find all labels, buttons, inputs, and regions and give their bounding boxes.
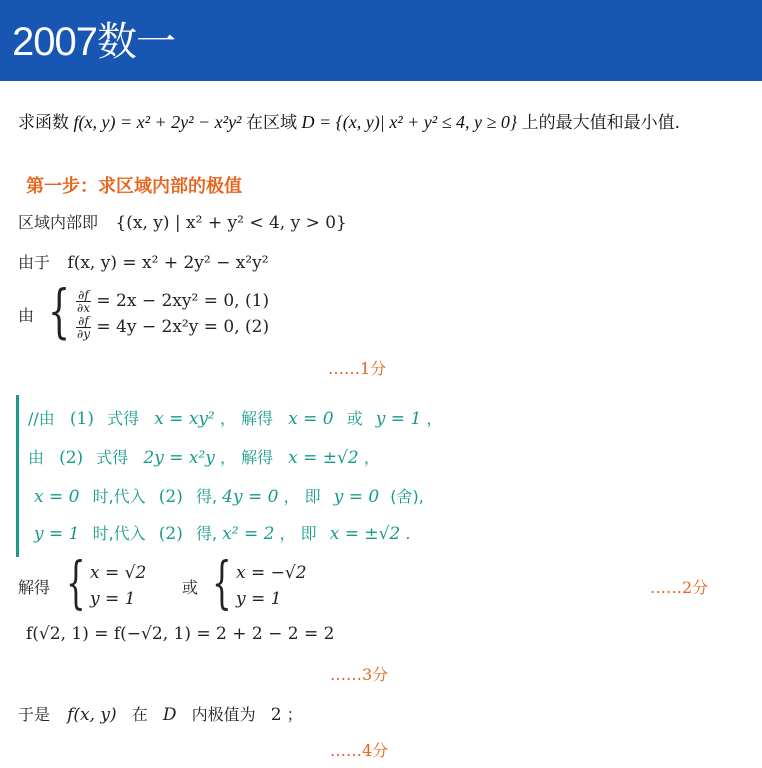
problem-statement	[18, 108, 680, 133]
equation-1	[76, 289, 269, 314]
eq1-rhs: = 2x − 2xy² = 0, (1)	[96, 291, 270, 311]
value-expression: f(√2, 1) = f(−√2, 1) = 2 + 2 − 2 = 2	[26, 624, 335, 644]
problem-mid: 在区域	[245, 113, 297, 133]
problem-domain: D = {(x, y)| x² + y² ≤ 4, y ≥ 0}	[301, 112, 518, 132]
conclusion-line: 于是 f(x, y) 在 D 内极值为 2 ；	[18, 705, 303, 725]
note-line-3: x = 0 时,代入 (2) 得, 4y = 0 ， 即 y = 0 (舍),	[34, 487, 424, 507]
interior-label: 区域内部即	[18, 213, 99, 232]
since-expr: f(x, y) = x² + 2y² − x²y²	[67, 253, 269, 273]
since-label: 由于	[18, 253, 51, 272]
or-label: 或	[182, 578, 199, 597]
solution1-x: x = √2	[90, 563, 147, 583]
interior-set: {(x, y) | x² + y² < 4, y > 0}	[115, 213, 347, 233]
solution1-brace: {	[66, 551, 86, 616]
score-1: ……1分	[328, 359, 387, 378]
since-line	[18, 250, 269, 273]
note-bar	[16, 395, 19, 557]
problem-function: f(x, y) = x² + 2y² − x²y²	[73, 112, 242, 132]
solve-label: 解得	[18, 578, 51, 597]
score-3: ……3分	[330, 665, 389, 684]
solution2-brace: {	[212, 551, 232, 616]
partial-fy: $\frac{\partial f}{\partial y}$	[77, 314, 90, 341]
solution2-x: x = −√2	[236, 563, 307, 583]
problem-suffix: 上的最大值和最小值.	[521, 113, 680, 133]
equation-2	[76, 315, 269, 340]
score-4: ……4分	[330, 741, 389, 760]
note-line-1: //由 (1) 式得 x = xy² ， 解得 x = 0 或 y = 1 ，	[28, 409, 443, 429]
solution1-y: y = 1	[90, 589, 136, 609]
solution2-y: y = 1	[236, 589, 282, 609]
note-line-2: 由 (2) 式得 2y = x²y ， 解得 x = ±√2 ，	[28, 448, 380, 468]
eq2-rhs: = 4y − 2x²y = 0, (2)	[96, 317, 270, 337]
partial-fx: $\frac{\partial f}{\partial x}$	[77, 288, 90, 315]
by-label: 由	[18, 306, 35, 325]
header-bar	[0, 0, 762, 81]
note-line-4: y = 1 时,代入 (2) 得, x² = 2 ， 即 x = ±√2 .	[34, 524, 411, 544]
left-brace: {	[48, 277, 71, 345]
step-title: 第一步：求区域内部的极值	[26, 176, 242, 197]
page-title: 2007数一	[12, 20, 175, 64]
interior-line	[18, 210, 347, 233]
score-2: ……2分	[650, 578, 709, 597]
problem-prefix: 求函数	[18, 113, 69, 133]
